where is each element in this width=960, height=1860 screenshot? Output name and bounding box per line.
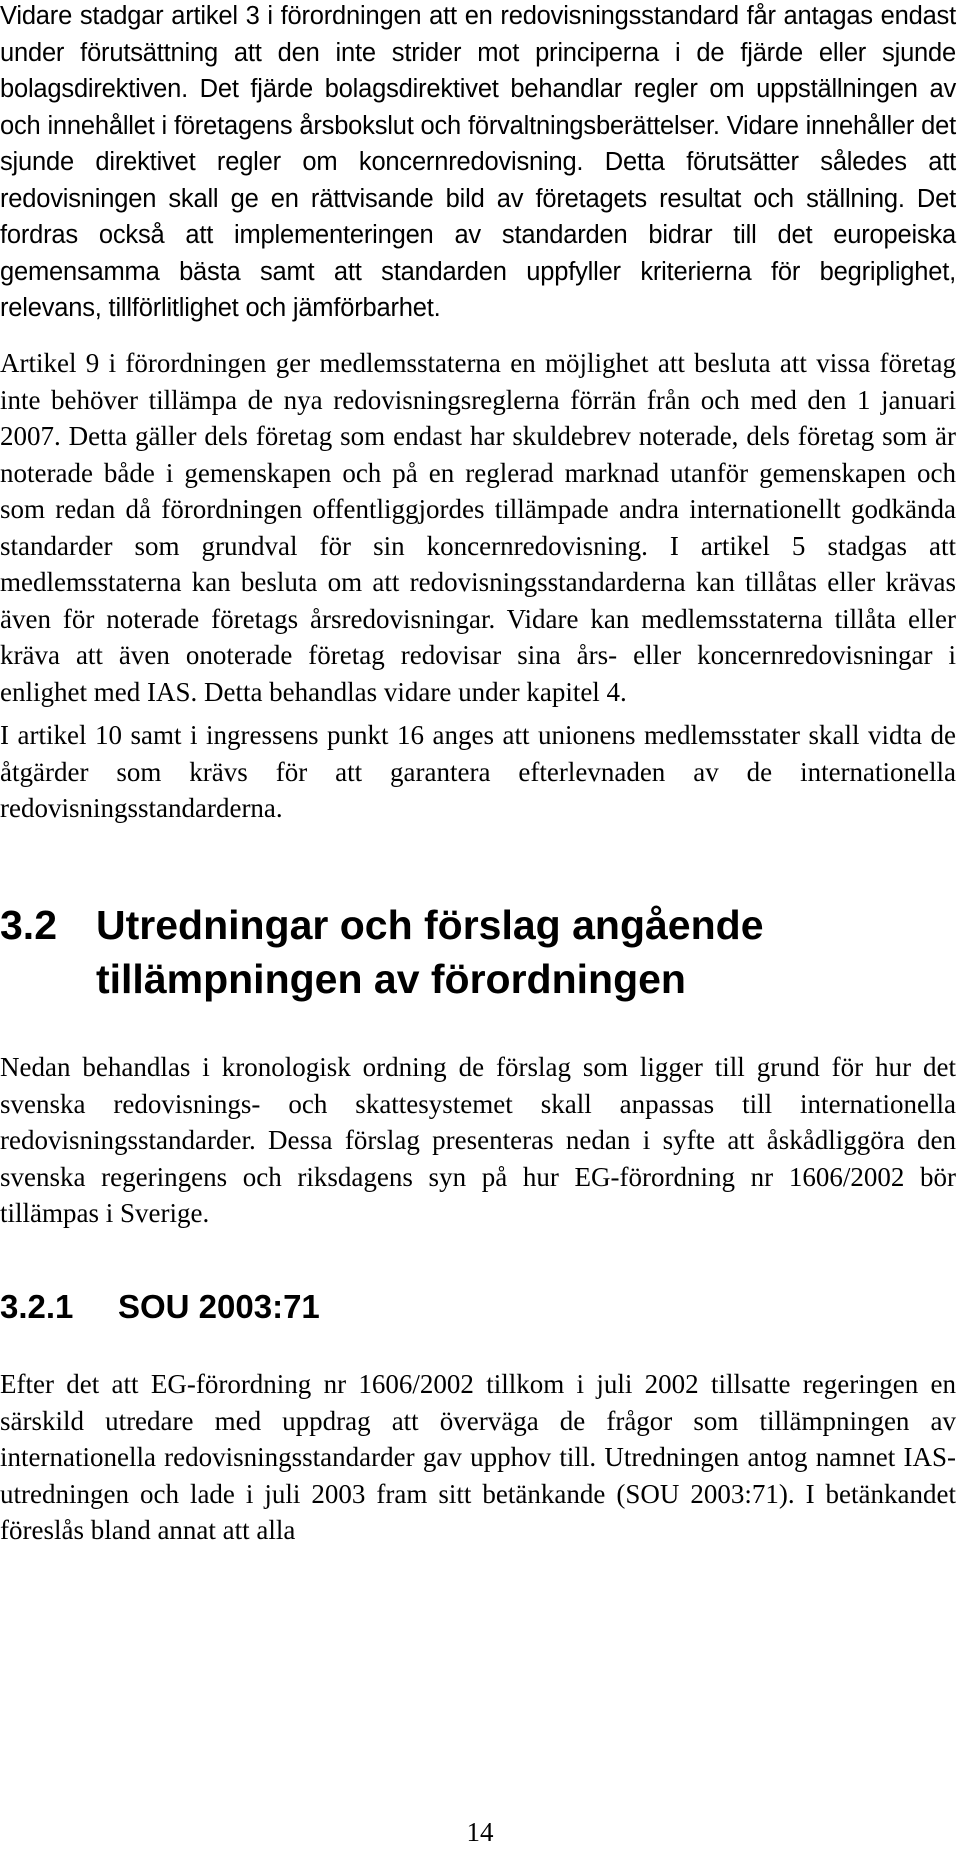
paragraph-section-intro: Nedan behandlas i kronologisk ordning de förslag som ligger till grund för hur det svenska redovisnings- och skattesystemet skall anpassas till internationella redovisningsstandarder. Dessa förslag presenteras nedan i syfte att åskådliggöra den svenska regeringens och riksdagens syn på hur EG-förordning nr 1606/2002 bör tillämpas i Sverige. — [0, 1052, 956, 1228]
section-number: 3.2 — [0, 902, 57, 948]
subsection-heading — [0, 1287, 320, 1327]
paragraph-article-3: Vidare stadgar artikel 3 i förordningen att en redovisningsstandard får antagas endast under förutsättning att den inte strider mot principerna i de fjärde eller sjunde bolagsdirektiven. Det fjärde bolagsdirektivet behandlar regler om uppställningen av och innehållet i företagens årsbokslut och förvaltningsberättelser. Vidare innehåller det sjunde direktivet regler om koncernredovisning. Detta förutsätter således att redovisningen skall ge en rättvisande bild av företagets resultat och ställning. Det fordras också att implementeringen av standarden bidrar till det europeiska gemensamma bästa samt att standarden uppfyller kriterierna för begriplighet, relevans, tillförlitlighet och jämförbarhet. — [0, 2, 956, 322]
subsection-number: 3.2.1 — [0, 1288, 74, 1325]
page-number: 14 — [466, 1817, 494, 1847]
section-heading — [0, 898, 916, 1006]
subsection-title: SOU 2003:71 — [118, 1288, 320, 1325]
paragraph-article-9: Artikel 9 i förordningen ger medlemsstaterna en möjlighet att besluta att vissa företag inte behöver tillämpa de nya redovisningsreglerna förrän från och med den 1 januari 2007. Detta gäller dels företag som endast har skuldebrev noterade, dels företag som är noterade både i gemenskapen och på en reglerad marknad utanför gemenskapen och som redan då förordningen offentliggjordes tillämpade andra internationellt godkända standarder som grundval för sin koncernredovisning. I artikel 5 stadgas att medlemsstaterna kan besluta om att redovisningsstandarderna kan tillåtas eller krävas även för noterade företags årsredovisningar. Vidare kan medlemsstaterna tillåta eller kräva att även onoterade företag redovisar sina års- eller koncernredovisningar i enlighet med IAS. Detta behandlas vidare under kapitel 4. — [0, 348, 956, 707]
paragraph-article-10: I artikel 10 samt i ingressens punkt 16 anges att unionens medlemsstater skall vidta de åtgärder som krävs för att garantera efterlevnaden av de internationella redovisningsstandarderna. — [0, 720, 956, 823]
paragraph-sou-2003-71: Efter det att EG-förordning nr 1606/2002 tillkom i juli 2002 tillsatte regeringen en särskild utredare med uppdrag att överväga de frågor som tillämpningen av internationella redovisningsstandarder gav upphov till. Utredningen antog namnet IAS-utredningen och lade i juli 2003 fram sitt betänkande (SOU 2003:71). I betänkandet föreslås bland annat att alla — [0, 1369, 956, 1545]
section-title: Utredningar och förslag angående tillämpningen av förordningen — [96, 902, 764, 1002]
